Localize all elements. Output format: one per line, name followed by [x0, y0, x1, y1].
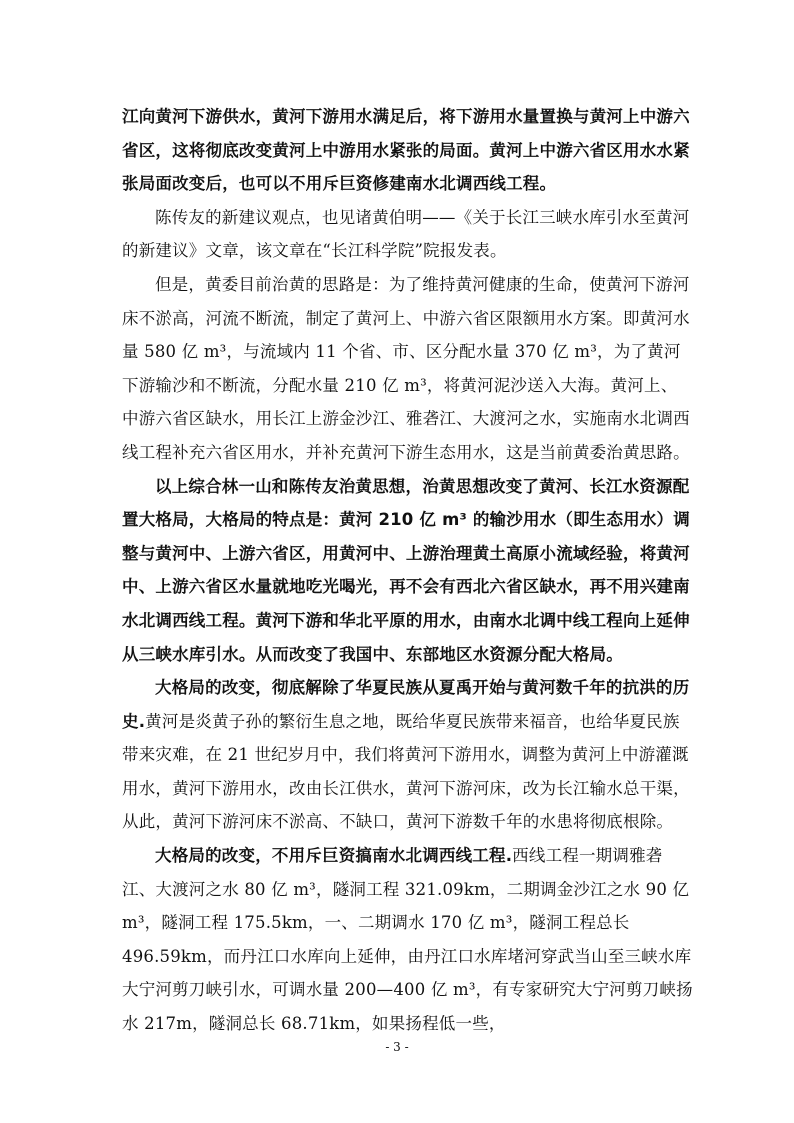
paragraph-5-lead: 大格局的改变，彻底解除了华夏民族从夏禹开始与黄河数千年的抗洪的历史. — [122, 678, 690, 731]
paragraph-6-body: 西线工程一期调雅砻江、大渡河之水 80 亿 m³，隧洞工程 321.09km，二期调金沙江之水 90 亿 m³，隧洞工程 175.5km，一、二期调水 170 亿 m³，隧洞工程总长 496.59km，而丹江口水库向上延伸，由丹江口水库堵河穿武当山至三峡水库大宁河剪刀峡引水，可调水量 200—400 亿 m³，有专家研究大宁河剪刀峡扬水 217m，隧洞总长 68.71km，如果扬程低一些， — [122, 846, 693, 1034]
paragraph-5 — [122, 671, 694, 839]
page-number: - 3 - — [385, 1040, 409, 1054]
paragraph-4: 以上综合林一山和陈传友治黄思想，治黄思想改变了黄河、长江水资源配置大格局，大格局的特点是：黄河 210 亿 m³ 的输沙用水（即生态用水）调整与黄河中、上游六省区，用黄河中、上游治理黄土高原小流域经验，将黄河中、上游六省区水量就地吃光喝光，再不会有西北六省区缺水，再不用兴建南水北调西线工程。黄河下游和华北平原的用水，由南水北调中线工程向上延伸从三峡水库引水。从而改变了我国中、东部地区水资源分配大格局。 — [122, 476, 690, 664]
body-text — [122, 100, 694, 1041]
paragraph-5-body: 黄河是炎黄子孙的繁衍生息之地，既给华夏民族带来福音，也给华夏民族带来灾难，在 21 世纪岁月中，我们将黄河下游用水，调整为黄河上中游灌溉用水，黄河下游用水，改由长江供水，黄河下游河床，改为长江输水总干渠，从此，黄河下游河床不淤高、不缺口，黄河下游数千年的水患将彻底根除。 — [122, 711, 690, 832]
paragraph-2: 陈传友的新建议观点，也见诸黄伯明——《关于长江三峡水库引水至黄河的新建议》文章，该文章在“长江科学院”院报发表。 — [122, 207, 690, 261]
paragraph-1: 江向黄河下游供水，黄河下游用水满足后，将下游用水量置换与黄河上中游六省区，这将彻底改变黄河上中游用水紧张的局面。黄河上中游六省区用水水紧张局面改变后，也可以不用斥巨资修建南水北调西线工程。 — [122, 107, 690, 194]
paragraph-6-lead: 大格局的改变，不用斥巨资搞南水北调西线工程. — [155, 846, 513, 866]
paragraph-3: 但是，黄委目前治黄的思路是：为了维持黄河健康的生命，使黄河下游河床不淤高，河流不断流，制定了黄河上、中游六省区限额用水方案。即黄河水量 580 亿 m³，与流域内 11 个省、市、区分配水量 370 亿 m³，为了黄河下游输沙和不断流，分配水量 210 亿 m³，将黄河泥沙送入大海。黄河上、中游六省区缺水，用长江上游金沙江、雅砻江、大渡河之水，实施南水北调西线工程补充六省区用水，并补充黄河下游生态用水，这是当前黄委治黄思路。 — [122, 274, 690, 462]
paragraph-6 — [122, 839, 694, 1041]
